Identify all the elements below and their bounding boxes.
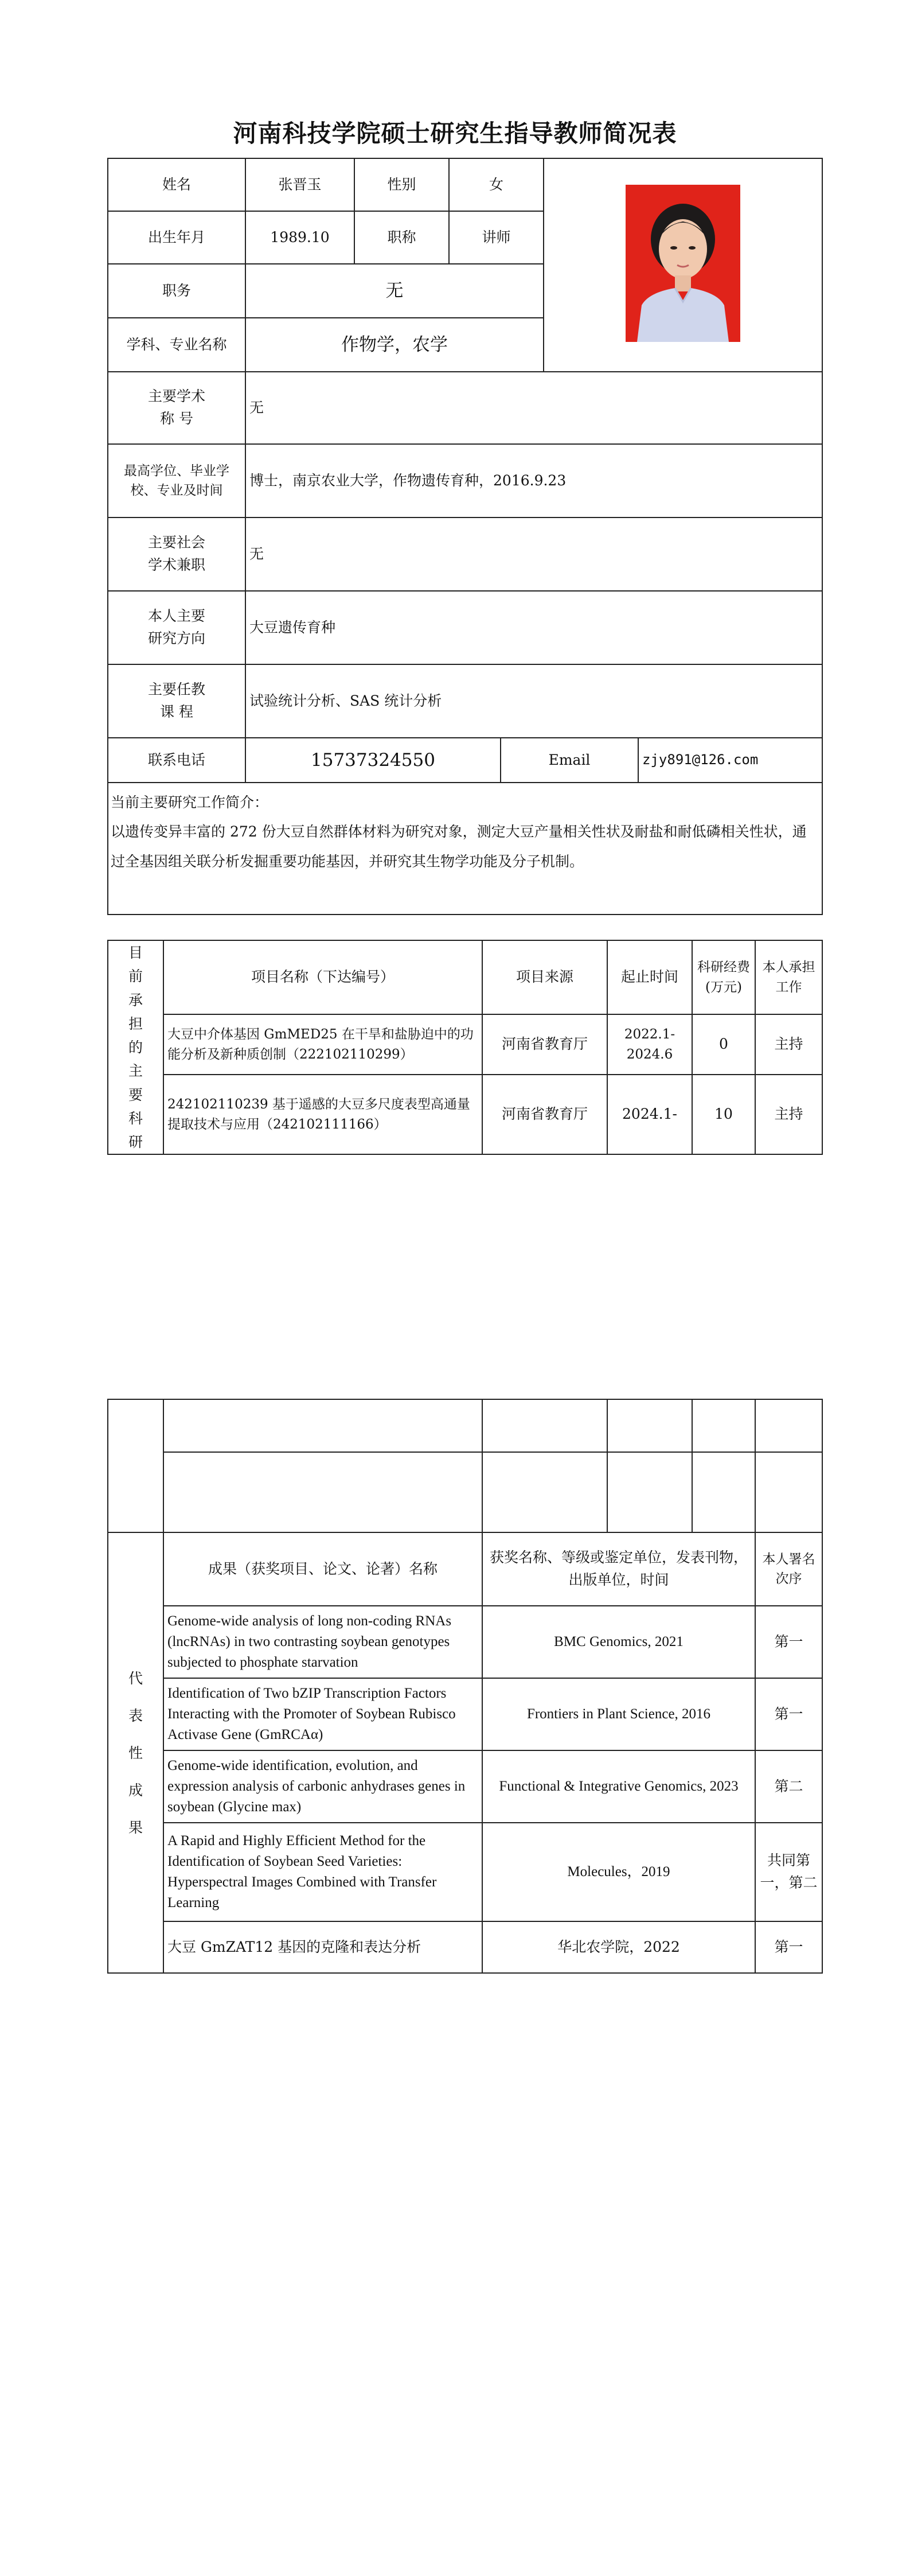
birth-label: 出生年月 [108,211,245,264]
academic-title-label-line-1: 主要学术 [147,388,205,405]
achievement-rank: 第二 [755,1750,822,1823]
continued-empty-cell [755,1452,822,1532]
portrait-image [626,185,740,342]
portrait-photo [626,185,740,342]
achievement-venue: 华北农学院，2022 [482,1921,755,1973]
profile-table [107,158,823,915]
achievement-venue: Molecules，2019 [482,1823,755,1921]
page-title: 河南科技学院硕士研究生指导教师简况表 [233,119,677,147]
achievement-rank: 第一 [755,1921,822,1973]
research-label-line-1: 本人主要 [147,608,205,625]
email-label: Email [501,738,638,783]
projects-side-label-text: 目前承担的主要科研 [128,944,143,1150]
courses-label-line-1: 主要任教 [147,681,205,698]
degree-label-line-1: 最高学位、毕业学 [124,463,229,478]
continued-empty-cell [163,1452,482,1532]
courses-label-line-2: 课 程 [160,703,193,720]
continued-empty-cell [163,1399,482,1452]
project-source: 河南省教育厅 [482,1075,607,1154]
project-name: 大豆中介体基因 GmMED25 在干旱和盐胁迫中的功能分析及新种质创制（222102110299） [163,1014,482,1075]
position-label: 职务 [108,264,245,318]
degree-label [108,444,245,517]
courses-value: 试验统计分析、SAS 统计分析 [245,664,822,738]
achievement-venue: Frontiers in Plant Science, 2016 [482,1678,755,1750]
continued-empty-cell [482,1399,607,1452]
continued-side-cell [108,1399,163,1532]
project-funds-header: 科研经费(万元) [692,940,755,1014]
project-role-header: 本人承担工作 [755,940,822,1014]
project-source: 河南省教育厅 [482,1014,607,1075]
discipline-value: 作物学，农学 [245,318,544,372]
title-value: 讲师 [449,211,544,264]
continued-empty-cell [482,1452,607,1532]
social-label [108,517,245,591]
continued-empty-cell [692,1399,755,1452]
discipline-label: 学科、专业名称 [108,318,245,372]
project-source-header: 项目来源 [482,940,607,1014]
achievements-table [107,1399,823,1974]
gender-value: 女 [449,158,544,211]
title-label: 职称 [354,211,449,264]
achievement-rank: 共同第一，第二 [755,1823,822,1921]
phone-value: 15737324550 [245,738,501,783]
continued-empty-cell [755,1399,822,1452]
achievement-name: Identification of Two bZIP Transcription Factors Interacting with the Promoter of Soybean Rubisco Activase Gene (GmRCAα) [163,1678,482,1750]
achievement-name: 大豆 GmZAT12 基因的克隆和表达分析 [163,1921,482,1973]
intro-text: 以遗传变异丰富的 272 份大豆自然群体材料为研究对象，测定大豆产量相关性状及耐盐和耐低磷相关性状，通过全基因组关联分析发掘重要功能基因，并研究其生物学功能及分子机制。 [111,823,807,870]
social-label-line-2: 学术兼职 [147,557,205,573]
project-funds: 0 [692,1014,755,1075]
position-value: 无 [245,264,544,318]
intro-heading: 当前主要研究工作简介： [111,794,269,811]
project-funds: 10 [692,1075,755,1154]
social-label-line-1: 主要社会 [147,534,205,551]
photo-cell [544,158,822,372]
research-value: 大豆遗传育种 [245,591,822,664]
degree-label-line-2: 校、专业及时间 [130,483,223,498]
achievement-venue: Functional & Integrative Genomics, 2023 [482,1750,755,1823]
projects-table [107,940,823,1155]
achievement-name-header: 成果（获奖项目、论文、论著）名称 [163,1532,482,1606]
continued-empty-cell [607,1452,692,1532]
project-name-header: 项目名称（下达编号） [163,940,482,1014]
project-period-header: 起止时间 [607,940,692,1014]
degree-value: 博士，南京农业大学，作物遗传育种，2016.9.23 [245,444,822,517]
academic-title-label [108,372,245,444]
achievement-rank: 第一 [755,1606,822,1678]
birth-value: 1989.10 [245,211,354,264]
courses-label [108,664,245,738]
name-value: 张晋玉 [245,158,354,211]
phone-label: 联系电话 [108,738,245,783]
achievement-name: Genome-wide identification, evolution, and expression analysis of carbonic anhydrases genes in soybean (Glycine max) [163,1750,482,1823]
continued-empty-cell [692,1452,755,1532]
achievement-venue-header: 获奖名称、等级或鉴定单位，发表刊物，出版单位，时间 [482,1532,755,1606]
achievement-name: A Rapid and Highly Efficient Method for the Identification of Soybean Seed Varieties: Hyperspectral Images Combined with Transfer Learning [163,1823,482,1921]
achievement-name: Genome-wide analysis of long non-coding RNAs (lncRNAs) in two contrasting soybean genotypes subjected to phosphate starvation [163,1606,482,1678]
research-label [108,591,245,664]
project-role: 主持 [755,1075,822,1154]
achievements-side-label [108,1532,163,1973]
continued-empty-cell [607,1399,692,1452]
project-period: 2024.1- [607,1075,692,1154]
academic-title-value: 无 [245,372,822,444]
social-value: 无 [245,517,822,591]
project-role: 主持 [755,1014,822,1075]
project-period: 2022.1-2024.6 [607,1014,692,1075]
achievement-rank: 第一 [755,1678,822,1750]
project-name: 242102110239 基于遥感的大豆多尺度表型高通量提取技术与应用（242102111166） [163,1075,482,1154]
research-intro [108,783,822,915]
email-value: zjy891@126.com [638,738,822,783]
research-label-line-2: 研究方向 [147,630,205,647]
achievement-rank-header: 本人署名次序 [755,1532,822,1606]
achievement-venue: BMC Genomics, 2021 [482,1606,755,1678]
achievements-side-label-text: 代表性成果 [128,1670,143,1836]
academic-title-label-line-2: 称 号 [160,410,193,427]
gender-label: 性别 [354,158,449,211]
name-label: 姓名 [108,158,245,211]
projects-side-label [108,940,163,1154]
